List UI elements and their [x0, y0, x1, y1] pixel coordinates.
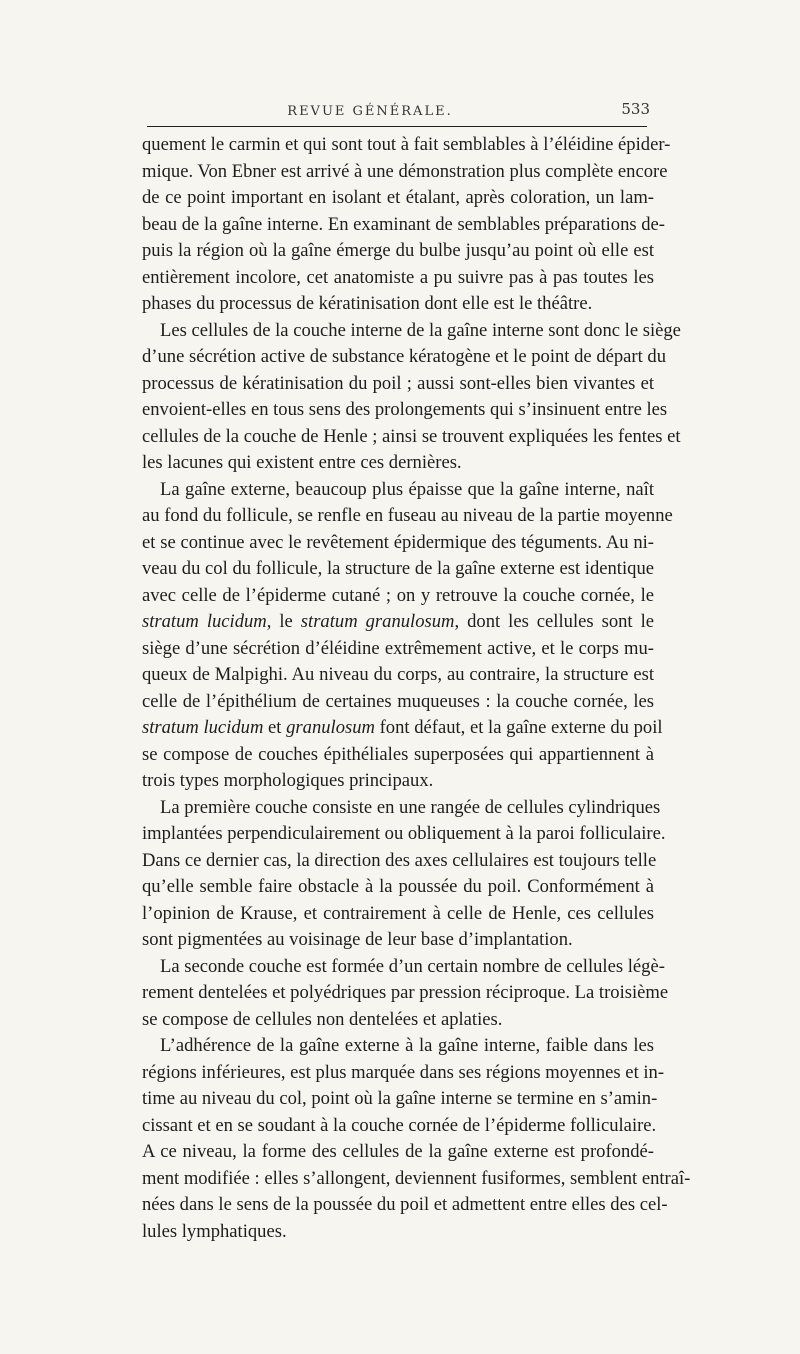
text-line: cellules de la couche de Henle ; ainsi se trouvent expliquées les fentes et	[142, 425, 681, 447]
text-line: lules lymphatiques.	[142, 1220, 287, 1242]
text-line: celle de l’épithélium de certaines muqueuses : la couche cornée, les	[142, 690, 654, 712]
paragraph	[142, 954, 669, 1034]
text-line: Les cellules de la couche interne de la gaîne interne sont donc le siège	[160, 319, 681, 341]
text-line: se compose de couches épithéliales superposées qui appartiennent à	[142, 743, 654, 765]
text-line: time au niveau du col, point où la gaîne interne se termine en s’amin-	[142, 1088, 658, 1109]
text-line: L’adhérence de la gaîne externe à la gaîne interne, faible dans les	[160, 1035, 654, 1056]
paragraph	[142, 477, 673, 795]
text-line: les lacunes qui existent entre ces dernières.	[142, 452, 462, 473]
text-line: mique. Von Ebner est arrivé à une démonstration plus complète encore	[142, 160, 668, 182]
text-line: se compose de cellules non dentelées et aplaties.	[142, 1008, 503, 1030]
text-line: siège d’une sécrétion d’éléidine extrêmement active, et le corps mu-	[142, 637, 654, 659]
text-line: quement le carmin et qui sont tout à fait semblables à l’éléidine épider-	[142, 134, 671, 155]
paragraph	[142, 318, 681, 477]
page-number: 533	[621, 100, 650, 118]
text-line: d’une sécrétion active de substance kératogène et le point de départ du	[142, 346, 667, 367]
italic-term: granulosum	[286, 717, 375, 738]
text-line: A ce niveau, la forme des cellules de la gaîne externe est profondé-	[142, 1141, 654, 1162]
text-line	[142, 715, 663, 742]
text-line: beau de la gaîne interne. En examinant de semblables préparations de-	[142, 213, 665, 235]
text-line: trois types morphologiques principaux.	[142, 770, 434, 791]
text-line: La première couche consiste en une rangée de cellules cylindriques	[160, 796, 661, 818]
header-rule	[147, 126, 647, 127]
italic-term: stratum granulosum	[300, 611, 455, 632]
text-line: veau du col du follicule, la structure de la gaîne externe est identique	[142, 558, 654, 579]
text-line	[142, 609, 654, 636]
text-line: La seconde couche est formée d’un certain nombre de cellules légè-	[160, 955, 665, 977]
italic-term: stratum lucidum	[142, 717, 264, 738]
paragraph	[142, 795, 666, 954]
text-line: au fond du follicule, se renfle en fuseau au niveau de la partie moyenne	[142, 505, 673, 526]
text-line: avec celle de l’épiderme cutané ; on y retrouve la couche cornée, le	[142, 584, 654, 606]
paragraph	[142, 1033, 691, 1245]
text-line: régions inférieures, est plus marquée dans ses régions moyennes et in-	[142, 1061, 665, 1083]
text-line: l’opinion de Krause, et contrairement à celle de Henle, ces cellules	[142, 902, 654, 924]
text-line: puis la région où la gaîne émerge du bulbe jusqu’au point où elle est	[142, 240, 654, 261]
text-line: envoient-elles en tous sens des prolongements qui s’insinuent entre les	[142, 399, 668, 420]
text-line: et se continue avec le revêtement épidermique des téguments. Au ni-	[142, 531, 654, 553]
text-line: qu’elle semble faire obstacle à la poussée du poil. Conformément à	[142, 876, 654, 897]
text-line: entièrement incolore, cet anatomiste a pu suivre pas à pas toutes les	[142, 266, 654, 288]
text-line: nées dans le sens de la poussée du poil et admettent entre elles des cel-	[142, 1194, 668, 1215]
text-line: ment modifiée : elles s’allongent, deviennent fusiformes, semblent entraî-	[142, 1167, 691, 1189]
text-body	[142, 132, 691, 1245]
paragraph	[142, 132, 671, 318]
text-line: queux de Malpighi. Au niveau du corps, au contraire, la structure est	[142, 664, 654, 685]
text-line: de ce point important en isolant et étalant, après coloration, un lam-	[142, 187, 654, 208]
text-run: font défaut, et la gaîne externe du poil	[374, 717, 663, 738]
text-line: La gaîne externe, beaucoup plus épaisse que la gaîne interne, naît	[160, 478, 654, 500]
text-line: Dans ce dernier cas, la direction des axes cellulaires est toujours telle	[142, 849, 657, 871]
text-line: processus de kératinisation du poil ; aussi sont-elles bien vivantes et	[142, 372, 654, 394]
text-run: , dont les cellules sont le	[454, 611, 654, 632]
text-line: rement dentelées et polyédriques par pression réciproque. La troisième	[142, 982, 669, 1003]
text-line: phases du processus de kératinisation dont elle est le théâtre.	[142, 293, 593, 314]
text-line: implantées perpendiculairement ou obliquement à la paroi folliculaire.	[142, 823, 666, 844]
text-run: , le	[266, 611, 301, 632]
italic-term: stratum lucidum	[142, 611, 267, 632]
text-line: cissant et en se soudant à la couche cornée de l’épiderme folliculaire.	[142, 1114, 657, 1136]
text-run: et	[263, 717, 287, 738]
running-head: REVUE GÉNÉRALE.	[287, 104, 453, 119]
text-line: sont pigmentées au voisinage de leur base d’implantation.	[142, 929, 573, 950]
